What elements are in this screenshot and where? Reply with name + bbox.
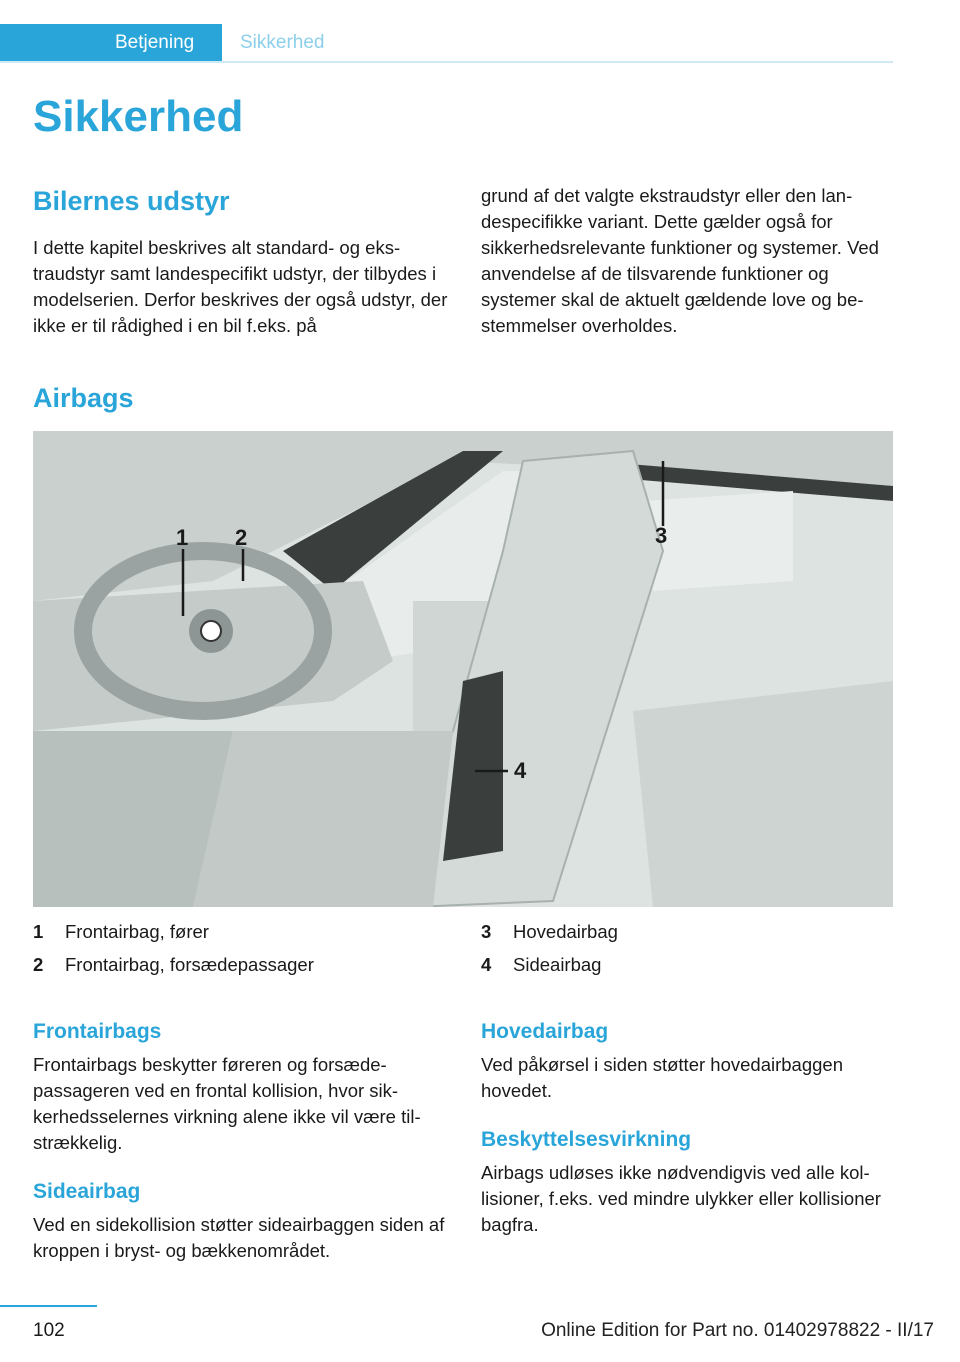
legend-left	[33, 915, 314, 981]
heading-hovedairbag: Hovedairbag	[481, 1020, 609, 1043]
callout-1: 1	[176, 525, 189, 550]
legend-item	[481, 948, 618, 981]
tab-sikkerhed[interactable]: Sikkerhed	[240, 32, 325, 53]
paragraph-frontairbags: Frontairbags beskytter føreren og forsædepassageren ved en frontal kollision, hvor sikkerhedsselernes virkning alene ikke vil være tilstrækkelig.	[33, 1054, 421, 1153]
tab-betjening-label: Betjening	[115, 32, 195, 53]
legend-num: 2	[33, 954, 44, 975]
paragraph-udstyr-right: grund af det valgte ekstraudstyr eller den landespecifikke variant. Dette gælder også for sikkerhedsrelevante funktioner og systemer. Ved anvendelse af de tilsvarende funktioner og systemer skal de aktuelt gældende love og bestemmelser overholdes.	[481, 185, 879, 336]
legend-num: 4	[481, 954, 492, 975]
legend-item	[481, 915, 618, 948]
edition-footer: Online Edition for Part no. 01402978822 - II/17	[541, 1320, 934, 1341]
legend-label: Hovedairbag	[513, 921, 618, 942]
paragraph-udstyr-left: I dette kapitel beskrives alt standard- og ekstraudstyr samt landespecifikt udstyr, der tilbydes i modelserien. Derfor beskrives der også udstyr, der ikke er til rådighed i en bil f.eks. på	[33, 237, 448, 336]
legend-label: Frontairbag, fører	[65, 921, 209, 942]
heading-beskyttelse: Beskyttelsesvirkning	[481, 1128, 692, 1151]
page-number: 102	[33, 1320, 65, 1341]
header-tabbar	[0, 24, 893, 63]
legend-item	[33, 948, 314, 981]
callout-4: 4	[514, 758, 527, 783]
callout-2: 2	[235, 525, 248, 550]
legend-num: 3	[481, 921, 492, 942]
paragraph-hovedairbag: Ved påkørsel i siden støtter hovedairbaggen hovedet.	[481, 1054, 843, 1101]
tab-betjening[interactable]	[0, 24, 222, 61]
legend-label: Sideairbag	[513, 954, 602, 975]
paragraph-sideairbag: Ved en sidekollision støtter sideairbaggen siden af kroppen i bryst- og bækkenområdet.	[33, 1214, 445, 1261]
section-heading-airbags: Airbags	[33, 383, 134, 413]
footer-divider	[0, 1305, 97, 1307]
legend-item	[33, 915, 314, 948]
paragraph-beskyttelse: Airbags udløses ikke nødvendigvis ved alle kollisioner, f.eks. ved mindre ulykker eller kollisioner bagfra.	[481, 1162, 881, 1235]
section-heading-udstyr: Bilernes udstyr	[33, 186, 230, 216]
airbag-illustration	[33, 431, 893, 907]
legend-label: Frontairbag, forsædepassager	[65, 954, 314, 975]
heading-sideairbag: Sideairbag	[33, 1180, 141, 1203]
legend-num: 1	[33, 921, 44, 942]
heading-frontairbags: Frontairbags	[33, 1020, 162, 1043]
callout-3: 3	[655, 523, 668, 548]
page-title: Sikkerhed	[33, 92, 244, 141]
car-interior-drawing	[33, 431, 893, 907]
legend-right	[481, 915, 618, 981]
